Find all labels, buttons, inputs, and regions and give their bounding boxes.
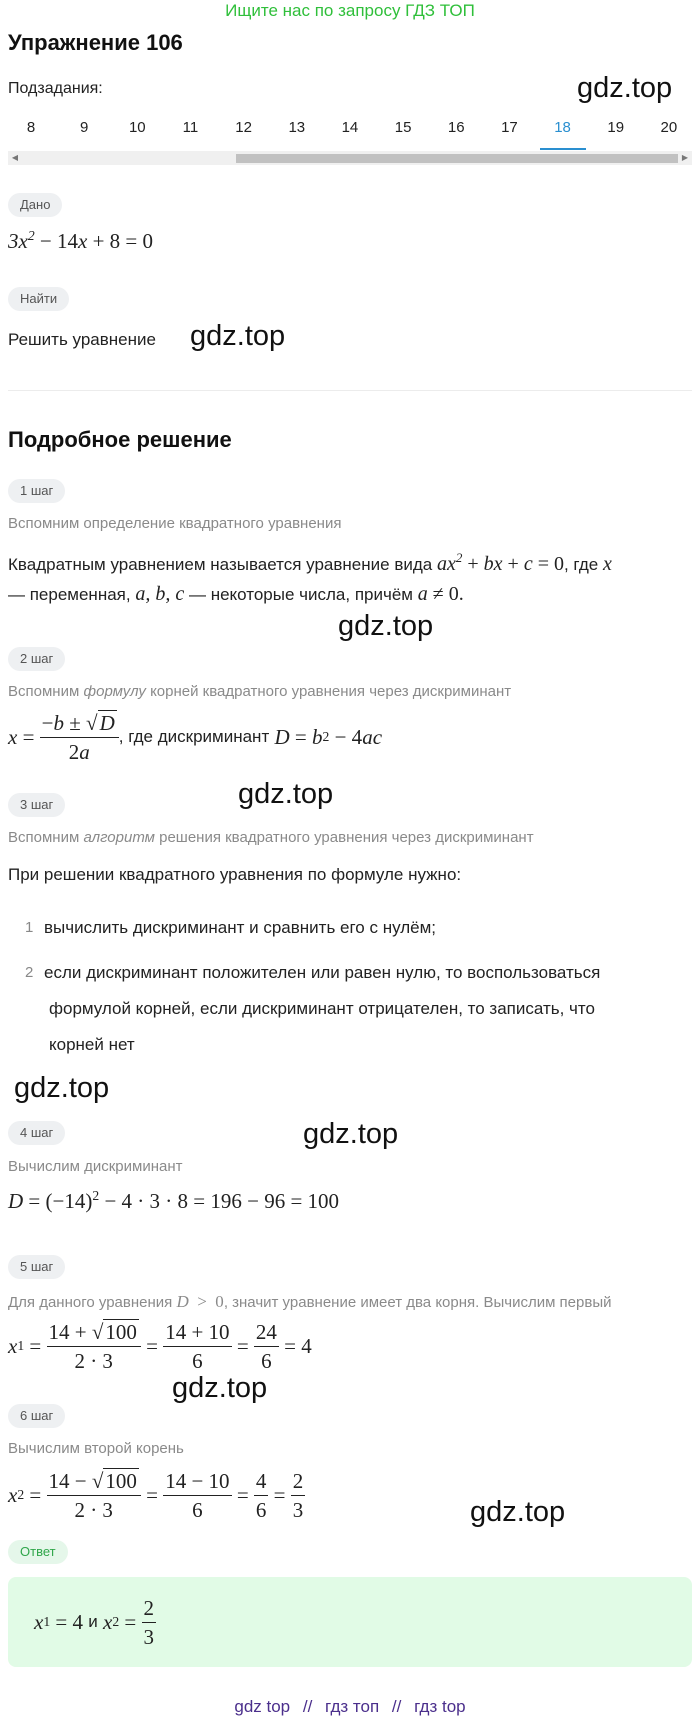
subtask-tab-10[interactable]: 10	[128, 119, 146, 136]
list-item: вычислить дискриминант и сравнить его с нулём;	[44, 918, 437, 937]
answer-box	[8, 1577, 692, 1667]
list-item: если дискриминант положителен или равен нулю, то воспользоваться	[44, 963, 601, 982]
scroll-right-icon[interactable]: ▶	[681, 153, 689, 162]
root1-calc: x 1 = $\frac{14 + √100}{2 \cdot 3}$ = $\frac{14 + 10}{6}$ = $\frac{24}{6}$ = 4	[8, 1319, 312, 1373]
watermark: gdz.top	[172, 1372, 268, 1404]
step-hint: Вычислим дискриминант	[8, 1158, 183, 1175]
watermark: gdz.top	[577, 72, 673, 104]
subtask-tab-12[interactable]: 12	[235, 119, 252, 136]
subtask-tab-11[interactable]: 11	[182, 119, 199, 136]
solution-title: Подробное решение	[8, 427, 232, 452]
page-title: Упражнение 106	[8, 30, 183, 55]
watermark: gdz.top	[238, 778, 334, 810]
step-badge: 3 шаг	[8, 793, 65, 817]
subtasks-label: Подзадания:	[8, 80, 103, 97]
subtask-tab-15[interactable]: 15	[394, 119, 412, 136]
list-number: 2	[25, 964, 34, 981]
step-badge: 4 шаг	[8, 1121, 65, 1145]
footer-link[interactable]: гдз топ	[325, 1697, 380, 1716]
scroll-thumb[interactable]	[236, 154, 678, 163]
watermark: gdz.top	[303, 1118, 399, 1150]
discriminant-formula: x = $\frac{-b \pm √D}{2a}$ , где дискриминант D = b 2 − 4 ac	[8, 710, 383, 764]
step-text: — переменная, a, b, c — некоторые числа, причём a ≠ 0.	[8, 583, 464, 605]
footer-separator: //	[391, 1697, 402, 1716]
given-formula: $3x^2 - 14x + 8 = 0$	[8, 228, 154, 254]
subtask-tab-20[interactable]: 20	[660, 119, 678, 136]
watermark: gdz.top	[338, 610, 434, 642]
find-text: Решить уравнение	[8, 330, 156, 349]
step-intro: При решении квадратного уравнения по формуле нужно:	[8, 865, 462, 884]
search-banner[interactable]: Ищите нас по запросу ГДЗ ТОП	[225, 1, 475, 20]
subtask-tab-13[interactable]: 13	[288, 119, 306, 136]
watermark: gdz.top	[190, 320, 286, 352]
subtask-tab-17[interactable]: 17	[501, 119, 518, 136]
footer-link[interactable]: гдз top	[414, 1697, 466, 1716]
subtask-tab-14[interactable]: 14	[341, 119, 359, 136]
root2-calc: x 2 = $\frac{14 - √100}{2 \cdot 3}$ = $\frac{14 - 10}{6}$ = $\frac{4}{6}$ = $\frac{2}{3}$	[8, 1468, 304, 1522]
subtask-tab-9[interactable]: 9	[79, 119, 89, 136]
step-hint: Вспомним формулу корней квадратного уравнения через дискриминант	[8, 683, 512, 700]
step-hint: Вспомним определение квадратного уравнения	[8, 515, 342, 532]
step-hint: Для данного уравнения D > 0, значит уравнение имеет два корня. Вычислим первый	[8, 1292, 612, 1311]
watermark: gdz.top	[470, 1496, 566, 1528]
footer-link[interactable]: gdz top	[234, 1697, 291, 1716]
tabs-scrollbar[interactable]	[8, 151, 692, 165]
step-hint: Вычислим второй корень	[8, 1440, 184, 1457]
answer-formula: x 1 = 4 и x 2 = $\frac{2}{3}$	[34, 1595, 154, 1649]
find-badge: Найти	[8, 287, 69, 311]
discriminant-calc: $D = (-14)^2 - 4 \cdot 3 \cdot 8 = 196 - 96 = 100$	[8, 1188, 340, 1214]
list-number: 1	[25, 919, 34, 936]
subtask-tab-8[interactable]: 8	[26, 119, 36, 136]
step-badge: 2 шаг	[8, 647, 65, 671]
subtask-tab-18[interactable]: 18	[540, 114, 586, 150]
divider	[8, 390, 692, 391]
footer-links	[0, 1697, 700, 1717]
step-badge: 1 шаг	[8, 479, 65, 503]
subtask-tab-19[interactable]: 19	[607, 119, 625, 136]
given-badge: Дано	[8, 193, 62, 217]
watermark: gdz.top	[14, 1072, 110, 1104]
footer-separator: //	[302, 1697, 313, 1716]
step-badge: 5 шаг	[8, 1255, 65, 1279]
subtask-tab-16[interactable]: 16	[447, 119, 465, 136]
subtask-tabs	[8, 114, 692, 150]
step-text: Квадратным уравнением называется уравнение вида $ax^2$ + bx + c = 0, где x	[8, 550, 612, 575]
list-item: формулой корней, если дискриминант отрицателен, то записать, что	[49, 999, 595, 1018]
step-badge: 6 шаг	[8, 1404, 65, 1428]
list-item: корней нет	[49, 1035, 135, 1054]
scroll-left-icon[interactable]: ◀	[11, 153, 19, 162]
answer-badge: Ответ	[8, 1540, 68, 1564]
step-hint: Вспомним алгоритм решения квадратного уравнения через дискриминант	[8, 829, 534, 846]
